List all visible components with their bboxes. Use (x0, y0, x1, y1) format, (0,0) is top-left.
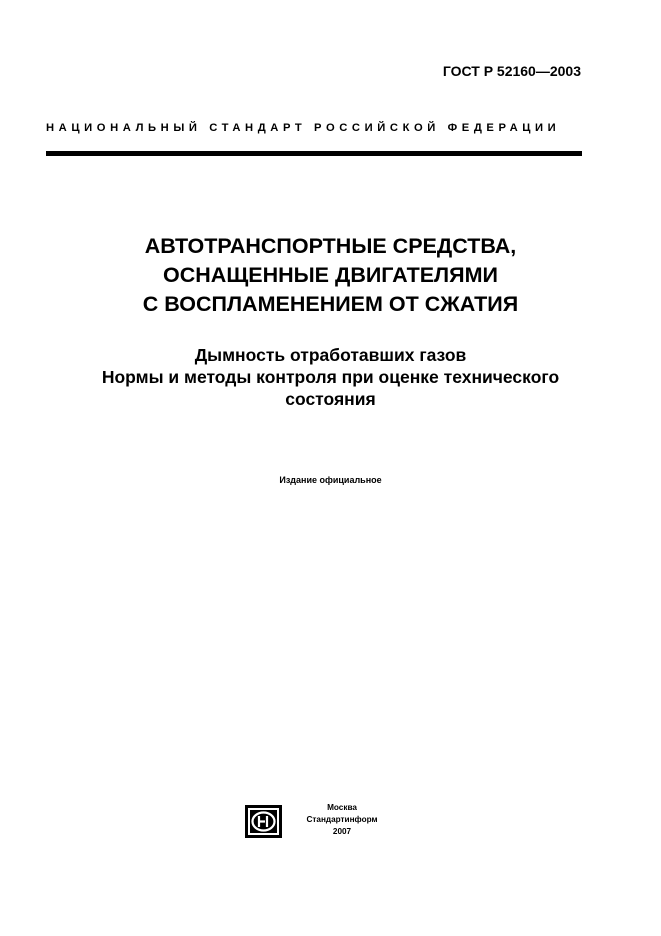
publication-year: 2007 (332, 827, 352, 836)
title-line: ОСНАЩЕННЫЕ ДВИГАТЕЛЯМИ (163, 263, 498, 287)
series-heading: НАЦИОНАЛЬНЫЙ СТАНДАРТ РОССИЙСКОЙ ФЕДЕРАЦИИ (46, 122, 561, 134)
title-line: С ВОСПЛАМЕНЕНИЕМ ОТ СЖАТИЯ (142, 292, 519, 316)
subtitle-line: Дымность отработавших газов (194, 345, 467, 365)
publisher-name: Стандартинформ (306, 815, 378, 824)
header-rule (46, 151, 582, 156)
standartinform-logo-icon (245, 805, 282, 838)
subtitle-line: Нормы и методы контроля при оценке технического (101, 367, 560, 387)
document-title (0, 232, 661, 319)
publisher-city: Москва (327, 803, 357, 812)
subtitle-line: состояния (285, 389, 376, 409)
title-line: АВТОТРАНСПОРТНЫЕ СРЕДСТВА, (144, 234, 517, 258)
publisher-info (292, 802, 392, 838)
edition-label: Издание официальное (279, 475, 382, 485)
standard-code: ГОСТ Р 52160—2003 (442, 63, 581, 79)
document-subtitle (0, 344, 661, 410)
